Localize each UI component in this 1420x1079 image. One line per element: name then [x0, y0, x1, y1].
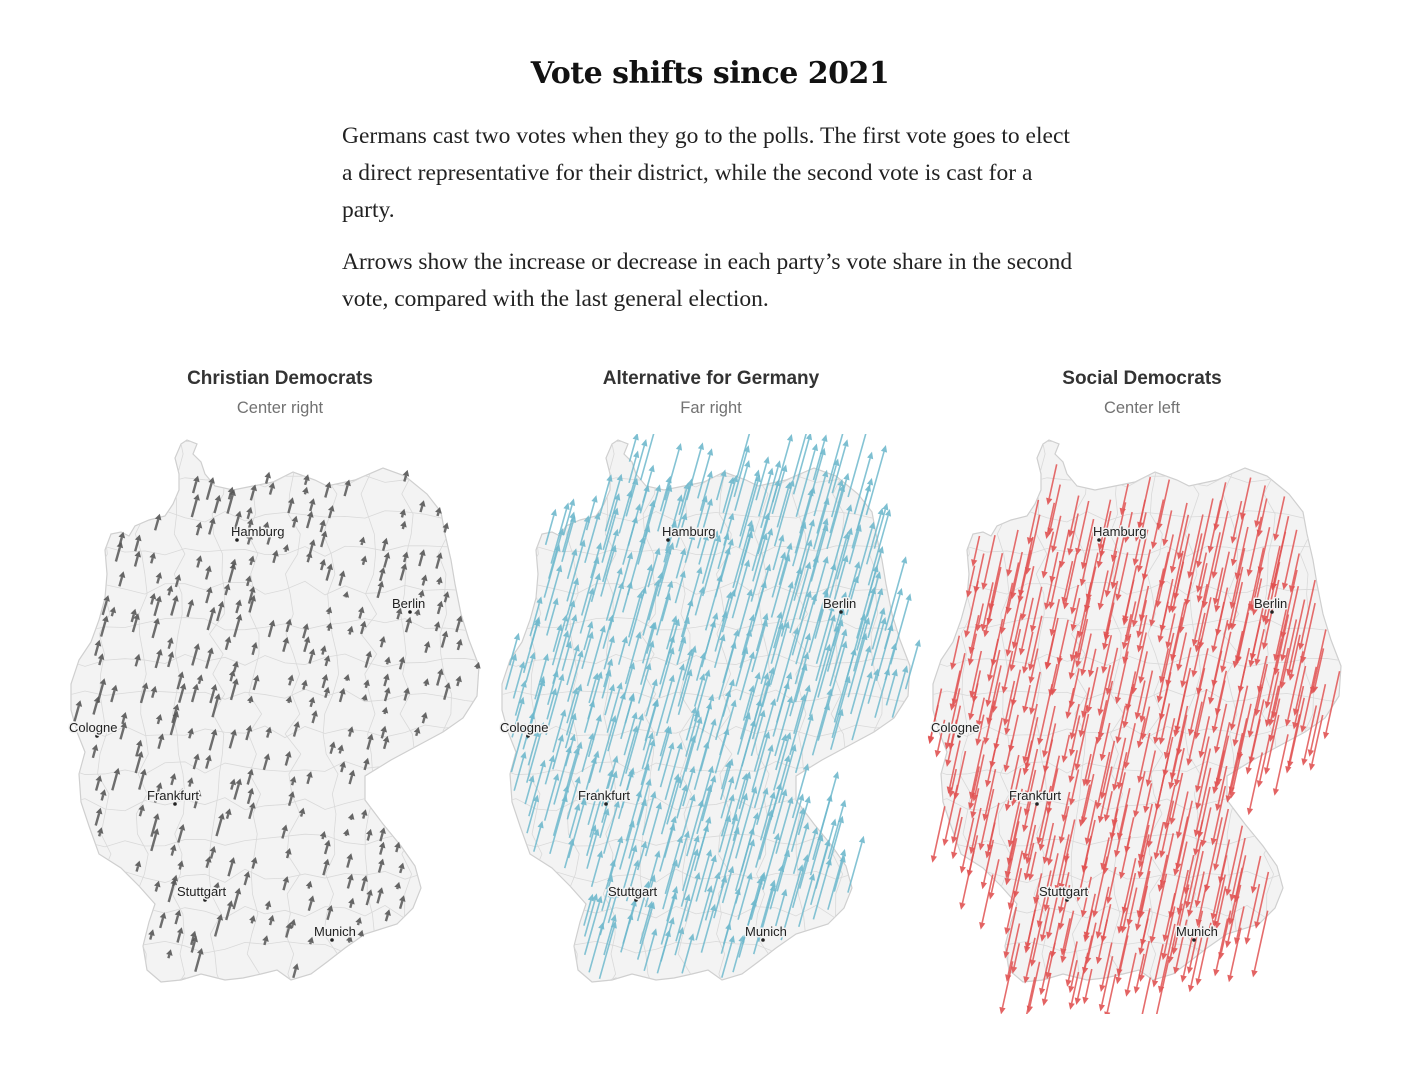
vote-shift-arrow-head — [867, 452, 873, 460]
vote-shift-arrow-shaft — [445, 597, 446, 602]
vote-shift-arrow-shaft — [402, 515, 403, 518]
vote-shift-arrow-shaft — [322, 651, 323, 655]
vote-shift-arrow-shaft — [368, 835, 370, 841]
vote-shift-arrow-head — [1257, 780, 1263, 788]
district-border — [65, 978, 485, 991]
vote-shift-arrow-shaft — [102, 795, 104, 800]
vote-shift-arrow-shaft — [248, 539, 250, 545]
vote-shift-arrow-shaft — [1003, 961, 1013, 1007]
district-border — [927, 437, 1347, 450]
vote-shift-arrow-shaft — [151, 558, 153, 563]
vote-shift-arrow-head — [707, 448, 713, 456]
intro-paragraph-2: Arrows show the increase or decrease in each party’s vote share in the second vote, compared with the last general election. — [342, 249, 1073, 312]
vote-shift-arrow-shaft — [137, 866, 138, 871]
vote-shift-arrow-head — [641, 439, 647, 447]
vote-shift-arrow-head — [1323, 732, 1329, 740]
vote-shift-arrow-head — [959, 902, 965, 910]
vote-shift-arrow-head — [764, 456, 770, 464]
vote-shift-arrow-shaft — [360, 612, 362, 618]
city-label: Hamburg — [1093, 524, 1147, 539]
germany-map — [927, 434, 1357, 1014]
vote-shift-arrow-head — [806, 434, 812, 440]
vote-shift-arrow-head — [768, 468, 774, 476]
vote-shift-arrow-shaft — [416, 733, 417, 736]
vote-shift-arrow-head — [897, 588, 903, 596]
vote-shift-arrow-shaft — [445, 528, 446, 532]
vote-shift-arrow-shaft — [403, 527, 404, 530]
vote-shift-arrow-head — [1251, 970, 1257, 978]
vote-shift-arrow-head — [1273, 788, 1279, 796]
vote-shift-arrow-shaft — [404, 476, 406, 482]
city-label: Munich — [745, 924, 787, 939]
headline: Vote shifts since 2021 — [530, 56, 890, 91]
vote-shift-arrow-head — [787, 434, 793, 442]
vote-shift-arrow-shaft — [151, 599, 153, 605]
vote-shift-arrow-shaft — [267, 732, 269, 737]
party-position: Center left — [1103, 399, 1181, 417]
vote-shift-arrow-shaft — [305, 493, 306, 495]
vote-shift-arrow-shaft — [169, 591, 170, 595]
vote-shift-arrow-head — [901, 556, 907, 564]
vote-shift-arrow-head — [1247, 808, 1253, 816]
vote-shift-arrow-head — [633, 434, 639, 441]
vote-shift-arrow-shaft — [363, 561, 364, 565]
vote-shift-arrow-shaft — [247, 581, 248, 586]
party-name: Alternative for Germany — [602, 368, 820, 389]
vote-shift-arrow-head — [999, 1007, 1005, 1014]
district-border — [906, 434, 921, 1014]
vote-shift-arrow-shaft — [329, 628, 330, 631]
party-name: Christian Democrats — [187, 368, 373, 389]
city-label: Stuttgart — [177, 884, 227, 899]
vote-shift-arrow-head — [935, 750, 941, 758]
vote-shift-arrow-shaft — [340, 750, 341, 753]
vote-shift-arrow-shaft — [305, 480, 306, 485]
vote-shift-arrow-shaft — [350, 632, 351, 635]
city-label: Hamburg — [662, 524, 716, 539]
vote-shift-arrow-shaft — [311, 702, 312, 706]
vote-shift-arrow-shaft — [641, 434, 654, 480]
vote-shift-arrow-head — [1264, 767, 1270, 775]
vote-shift-arrow-head — [805, 796, 811, 804]
vote-shift-arrow-head — [951, 852, 957, 860]
city-label: Stuttgart — [608, 884, 658, 899]
vote-shift-arrow-head — [676, 443, 682, 451]
vote-shift-arrow-head — [1181, 975, 1187, 983]
vote-shift-arrow-head — [821, 434, 827, 442]
vote-shift-arrow-shaft — [285, 550, 286, 552]
vote-shift-arrow-shaft — [323, 837, 324, 839]
vote-shift-arrow-head — [514, 633, 520, 641]
vote-shift-arrow-shaft — [426, 647, 428, 653]
vote-shift-arrow-head — [1042, 999, 1048, 1007]
vote-shift-arrow-head — [649, 465, 655, 473]
vote-shift-arrow-shaft — [289, 680, 291, 685]
vote-shift-arrow-head — [698, 442, 704, 450]
vote-shift-arrow-shaft — [169, 643, 171, 649]
city-label: Cologne — [500, 720, 549, 735]
vote-shift-arrow-shaft — [737, 434, 752, 477]
vote-shift-arrow-shaft — [458, 645, 460, 650]
vote-shift-arrow-head — [840, 800, 846, 808]
vote-shift-arrow-shaft — [848, 434, 866, 497]
vote-shift-arrow-head — [833, 771, 839, 779]
vote-shift-arrow-shaft — [227, 814, 228, 819]
vote-shift-arrow-head — [1099, 1004, 1105, 1012]
city-label: Stuttgart — [1039, 884, 1089, 899]
vote-shift-arrow-head — [906, 593, 912, 601]
vote-shift-arrow-shaft — [293, 522, 295, 528]
vote-shift-arrow-head — [569, 498, 575, 506]
vote-shift-arrow-shaft — [180, 866, 181, 869]
germany-map — [496, 434, 926, 1014]
germany-outline — [71, 440, 479, 982]
vote-shift-arrow-shaft — [1140, 978, 1150, 1014]
vote-shift-arrow-head — [1187, 967, 1193, 975]
city-label: Hamburg — [231, 524, 285, 539]
vote-shift-arrow-shaft — [264, 941, 265, 945]
vote-shift-arrow-head — [1301, 758, 1307, 766]
vote-shift-arrow-head — [931, 855, 937, 863]
vote-shift-arrow-shaft — [350, 904, 351, 908]
vote-shift-arrow-shaft — [325, 693, 327, 698]
vote-shift-arrow-shaft — [457, 681, 458, 686]
party-position: Far right — [680, 399, 742, 417]
vote-shift-arrow-shaft — [358, 923, 359, 925]
vote-shift-arrow-shaft — [341, 767, 342, 772]
vote-shift-arrow-shaft — [168, 955, 169, 958]
vote-shift-arrow-head — [867, 478, 873, 486]
city-label: Berlin — [392, 596, 426, 611]
vote-shift-arrow-shaft — [326, 661, 327, 666]
vote-shift-arrow-head — [591, 495, 597, 503]
vote-shift-arrow-head — [1075, 998, 1081, 1006]
city-label: Frankfurt — [147, 788, 200, 803]
vote-shift-arrow-shaft — [199, 680, 200, 684]
city-label: Munich — [1176, 924, 1218, 939]
map-panel-social-democrats — [927, 364, 1357, 1044]
vote-shift-arrow-shaft — [112, 612, 113, 616]
vote-shift-arrow-head — [633, 451, 639, 459]
vote-shift-arrow-head — [1246, 767, 1252, 775]
vote-shift-arrow-shaft — [308, 557, 309, 562]
vote-shift-arrow-shaft — [309, 887, 310, 889]
vote-shift-arrow-shaft — [99, 833, 100, 836]
vote-shift-arrow-shaft — [362, 542, 363, 545]
vote-shift-arrow-shaft — [404, 557, 405, 562]
vote-shift-arrow-shaft — [349, 732, 350, 737]
vote-shift-arrow-head — [551, 509, 557, 517]
district-border — [496, 437, 916, 450]
vote-shift-arrow-shaft — [252, 921, 253, 924]
vote-shift-arrow-shaft — [99, 659, 101, 665]
vote-shift-arrow-head — [1134, 986, 1140, 994]
vote-shift-arrow-shaft — [398, 613, 400, 619]
vote-shift-arrow-head — [1152, 980, 1158, 988]
vote-shift-arrow-head — [707, 471, 713, 479]
vote-shift-arrow-shaft — [1230, 928, 1241, 976]
vote-shift-arrow-head — [1196, 978, 1202, 986]
vote-shift-arrow-shaft — [423, 580, 424, 585]
vote-shift-arrow-head — [840, 849, 846, 857]
vote-shift-arrow-head — [979, 922, 985, 930]
vote-shift-arrow-head — [882, 503, 888, 511]
vote-shift-arrow-head — [881, 445, 887, 453]
vote-shift-arrow-head — [1227, 975, 1233, 983]
vote-shift-arrow-shaft — [366, 685, 367, 688]
vote-shift-arrow-shaft — [267, 906, 268, 909]
vote-shift-arrow-shaft — [122, 718, 124, 724]
city-label: Cologne — [69, 720, 118, 735]
vote-shift-arrow-shaft — [270, 921, 271, 925]
vote-shift-arrow-head — [842, 439, 848, 447]
vote-shift-arrow-shaft — [189, 783, 190, 787]
vote-shift-arrow-shaft — [934, 806, 945, 856]
district-border — [475, 434, 490, 1014]
vote-shift-arrow-shaft — [426, 684, 427, 686]
vote-shift-arrow-shaft — [158, 720, 159, 724]
city-label: Frankfurt — [578, 788, 631, 803]
vote-shift-arrow-head — [812, 444, 818, 452]
party-position: Center right — [236, 399, 324, 417]
vote-shift-arrow-head — [859, 836, 865, 844]
vote-shift-arrow-shaft — [157, 578, 159, 584]
vote-shift-arrow-shaft — [303, 685, 304, 689]
vote-shift-arrow-head — [981, 882, 987, 890]
vote-shift-arrow-shaft — [152, 692, 154, 698]
vote-shift-arrow-shaft — [396, 848, 397, 853]
vote-shift-arrow-shaft — [156, 887, 157, 892]
vote-shift-arrow-head — [1244, 937, 1250, 945]
district-border — [65, 437, 485, 450]
vote-shift-arrow-shaft — [248, 513, 250, 519]
vote-shift-arrow-head — [843, 473, 849, 481]
vote-shift-arrow-head — [1116, 977, 1122, 985]
vote-shift-arrow-shaft — [310, 943, 311, 945]
city-label: Berlin — [823, 596, 857, 611]
vote-shift-arrow-head — [1309, 763, 1315, 771]
vote-shift-arrow-head — [942, 839, 948, 847]
vote-shift-arrow-head — [265, 472, 272, 479]
vote-shift-arrow-head — [831, 819, 837, 827]
vote-shift-arrow-head — [1069, 1002, 1075, 1010]
vote-shift-arrow-shaft — [381, 642, 383, 647]
vote-shift-arrow-shaft — [231, 784, 233, 789]
vote-shift-arrow-shaft — [848, 843, 862, 893]
map-panel-alternative-for-germany — [496, 364, 926, 1044]
party-name: Social Democrats — [1062, 368, 1222, 389]
intro-paragraph-1: Germans cast two votes when they go to the polls. The first vote goes to elect a direct representative for their district, while the second vote is cast for a party. — [342, 123, 1070, 223]
vote-shift-arrow-shaft — [150, 935, 151, 940]
city-label: Cologne — [931, 720, 980, 735]
intro-text — [342, 118, 1082, 333]
vote-shift-arrow-head — [1285, 766, 1291, 774]
vote-shift-arrow-shaft — [226, 589, 228, 595]
city-label: Frankfurt — [1009, 788, 1062, 803]
vote-shift-arrow-head — [1125, 989, 1131, 997]
city-label: Munich — [314, 924, 356, 939]
vote-shift-arrow-head — [1082, 997, 1088, 1005]
vote-shift-arrow-head — [1188, 985, 1194, 993]
vote-shift-arrow-shaft — [266, 478, 268, 484]
vote-shift-arrow-shaft — [234, 667, 236, 672]
vote-shift-arrow-shaft — [253, 863, 255, 869]
vote-shift-arrow-head — [775, 460, 781, 468]
vote-shift-arrow-shaft — [189, 734, 190, 739]
vote-shift-arrow-shaft — [287, 854, 288, 858]
vote-shift-arrow-shaft — [292, 925, 293, 928]
vote-shift-arrow-shaft — [436, 627, 437, 631]
vote-shift-arrow-shaft — [171, 779, 173, 785]
vote-shift-arrow-shaft — [363, 815, 364, 819]
vote-shift-arrow-head — [960, 866, 966, 874]
map-panel-christian-democrats — [65, 364, 495, 1044]
vote-shift-arrow-shaft — [140, 810, 142, 816]
vote-shift-arrow-shaft — [423, 718, 425, 723]
vote-shift-arrow-head — [1039, 988, 1045, 996]
vote-shift-arrow-shaft — [321, 565, 323, 571]
vote-shift-arrow-shaft — [231, 676, 233, 682]
district-border — [496, 978, 916, 991]
vote-shift-arrow-shaft — [172, 850, 174, 855]
germany-map — [65, 434, 495, 1014]
vote-shift-arrow-shaft — [630, 440, 636, 462]
vote-shift-arrow-shaft — [438, 513, 439, 516]
vote-shift-arrow-shaft — [1107, 974, 1115, 1012]
district-border — [1337, 434, 1352, 1014]
vote-shift-arrow-head — [563, 502, 569, 510]
vote-shift-arrow-head — [1225, 941, 1231, 949]
vote-shift-arrow-head — [1213, 969, 1219, 977]
city-label: Berlin — [1254, 596, 1288, 611]
vote-shift-arrow-shaft — [292, 782, 293, 785]
vote-shift-arrow-shaft — [251, 561, 252, 565]
vote-shift-arrow-shaft — [301, 813, 302, 816]
vote-shift-arrow-shaft — [387, 662, 388, 664]
vote-shift-arrow-head — [915, 639, 921, 647]
vote-shift-arrow-shaft — [207, 862, 209, 868]
vote-shift-arrow-shaft — [439, 582, 440, 584]
vote-shift-arrow-shaft — [400, 868, 401, 873]
